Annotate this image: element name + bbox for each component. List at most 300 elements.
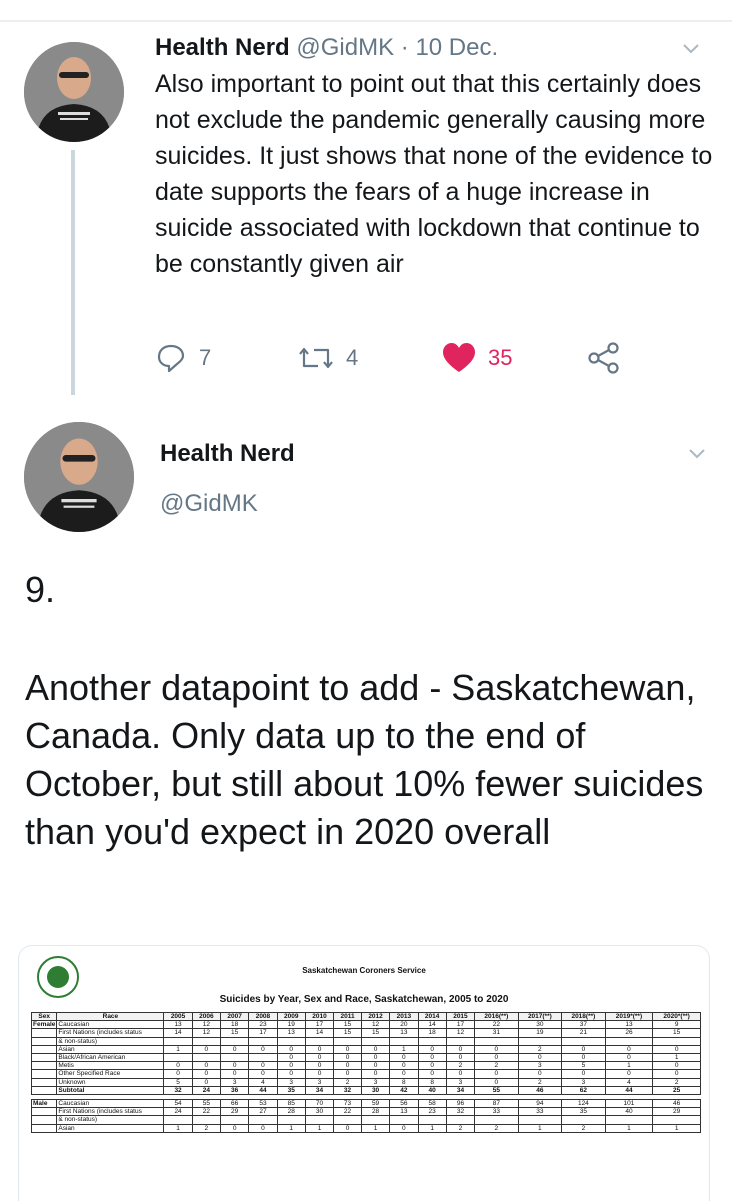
value-cell: 46 bbox=[518, 1086, 562, 1094]
value-cell: 0 bbox=[562, 1054, 606, 1062]
value-cell: 0 bbox=[164, 1062, 192, 1070]
value-cell: 0 bbox=[562, 1070, 606, 1078]
value-cell: 14 bbox=[305, 1029, 333, 1037]
value-cell: 0 bbox=[305, 1070, 333, 1078]
handle[interactable]: @GidMK bbox=[296, 34, 395, 61]
value-cell: 17 bbox=[249, 1029, 277, 1037]
race-cell: Asian bbox=[57, 1045, 164, 1053]
value-cell: 33 bbox=[518, 1108, 562, 1116]
value-cell: 0 bbox=[605, 1070, 653, 1078]
retweet-button[interactable] bbox=[298, 338, 358, 378]
value-cell: 54 bbox=[164, 1100, 192, 1108]
value-cell: 23 bbox=[249, 1021, 277, 1029]
race-cell: Black/African American bbox=[57, 1054, 164, 1062]
value-cell bbox=[562, 1116, 606, 1124]
value-cell: 12 bbox=[446, 1029, 474, 1037]
value-cell: 0 bbox=[653, 1070, 701, 1078]
value-cell: 3 bbox=[277, 1078, 305, 1086]
value-cell: 0 bbox=[361, 1054, 389, 1062]
value-cell bbox=[249, 1054, 277, 1062]
value-cell: 1 bbox=[305, 1124, 333, 1132]
table-row bbox=[32, 1021, 701, 1029]
value-cell: 70 bbox=[305, 1100, 333, 1108]
value-cell: 1 bbox=[164, 1124, 192, 1132]
value-cell: 59 bbox=[361, 1100, 389, 1108]
value-cell: 0 bbox=[446, 1070, 474, 1078]
like-count: 35 bbox=[488, 345, 513, 370]
value-cell: 33 bbox=[475, 1108, 519, 1116]
value-cell: 101 bbox=[605, 1100, 653, 1108]
table-row bbox=[32, 1124, 701, 1132]
table-header-cell: 2017(**) bbox=[518, 1013, 562, 1021]
value-cell: 36 bbox=[221, 1086, 249, 1094]
value-cell: 0 bbox=[277, 1062, 305, 1070]
value-cell: 1 bbox=[361, 1124, 389, 1132]
value-cell: 1 bbox=[653, 1124, 701, 1132]
value-cell: 0 bbox=[164, 1070, 192, 1078]
separator: · bbox=[400, 34, 409, 61]
tweet-text: Another datapoint to add - Saskatchewan, Canada. Only data up to the end of October, but still about 10% fewer suicides than you'd expect in 2020 overall bbox=[25, 667, 704, 852]
value-cell: 34 bbox=[446, 1086, 474, 1094]
value-cell: 15 bbox=[653, 1029, 701, 1037]
value-cell: 0 bbox=[192, 1078, 220, 1086]
table-header-cell: 2016(**) bbox=[475, 1013, 519, 1021]
value-cell: 85 bbox=[277, 1100, 305, 1108]
value-cell: 2 bbox=[334, 1078, 362, 1086]
sex-cell bbox=[32, 1054, 57, 1062]
race-cell: Subtotal bbox=[57, 1086, 164, 1094]
table-row bbox=[32, 1078, 701, 1086]
value-cell: 35 bbox=[277, 1086, 305, 1094]
value-cell: 0 bbox=[334, 1062, 362, 1070]
value-cell bbox=[334, 1037, 362, 1045]
value-cell bbox=[221, 1054, 249, 1062]
value-cell: 35 bbox=[562, 1108, 606, 1116]
value-cell bbox=[249, 1116, 277, 1124]
tweet-image[interactable] bbox=[18, 945, 710, 1201]
race-cell: & non-status) bbox=[57, 1116, 164, 1124]
value-cell: 3 bbox=[446, 1078, 474, 1086]
table-header-cell: 2012 bbox=[361, 1013, 389, 1021]
value-cell: 124 bbox=[562, 1100, 606, 1108]
value-cell: 13 bbox=[277, 1029, 305, 1037]
sex-cell bbox=[32, 1078, 57, 1086]
sex-cell bbox=[32, 1045, 57, 1053]
value-cell bbox=[164, 1054, 192, 1062]
table-row bbox=[32, 1037, 701, 1045]
value-cell: 0 bbox=[390, 1124, 418, 1132]
sex-cell: Male bbox=[32, 1100, 57, 1108]
value-cell: 0 bbox=[249, 1070, 277, 1078]
value-cell: 5 bbox=[164, 1078, 192, 1086]
chevron-down-icon[interactable] bbox=[682, 40, 700, 58]
value-cell: 13 bbox=[390, 1108, 418, 1116]
table-header-cell: Sex bbox=[32, 1013, 57, 1021]
value-cell: 44 bbox=[249, 1086, 277, 1094]
value-cell: 0 bbox=[653, 1045, 701, 1053]
value-cell: 0 bbox=[277, 1045, 305, 1053]
value-cell: 32 bbox=[446, 1108, 474, 1116]
value-cell: 15 bbox=[221, 1029, 249, 1037]
divider bbox=[0, 20, 732, 22]
value-cell: 3 bbox=[221, 1078, 249, 1086]
value-cell: 1 bbox=[390, 1045, 418, 1053]
thread-line bbox=[71, 150, 75, 395]
value-cell: 19 bbox=[518, 1029, 562, 1037]
value-cell: 0 bbox=[249, 1124, 277, 1132]
value-cell: 0 bbox=[334, 1070, 362, 1078]
value-cell: 0 bbox=[221, 1124, 249, 1132]
value-cell: 62 bbox=[562, 1086, 606, 1094]
value-cell bbox=[277, 1116, 305, 1124]
value-cell: 12 bbox=[192, 1029, 220, 1037]
sex-cell bbox=[32, 1116, 57, 1124]
value-cell: 32 bbox=[164, 1086, 192, 1094]
value-cell: 14 bbox=[164, 1029, 192, 1037]
sex-cell bbox=[32, 1029, 57, 1037]
value-cell: 0 bbox=[334, 1045, 362, 1053]
value-cell: 2 bbox=[446, 1062, 474, 1070]
image-table-title: Suicides by Year, Sex and Race, Saskatchewan, 2005 to 2020 bbox=[219, 994, 509, 1005]
avatar[interactable] bbox=[24, 422, 134, 532]
value-cell: 24 bbox=[192, 1086, 220, 1094]
value-cell bbox=[653, 1116, 701, 1124]
value-cell: 8 bbox=[418, 1078, 446, 1086]
table-row bbox=[32, 1054, 701, 1062]
value-cell bbox=[475, 1037, 519, 1045]
retweet-icon bbox=[298, 342, 334, 374]
value-cell: 8 bbox=[390, 1078, 418, 1086]
value-cell: 87 bbox=[475, 1100, 519, 1108]
value-cell: 0 bbox=[334, 1124, 362, 1132]
race-cell: First Nations (includes status bbox=[57, 1029, 164, 1037]
table-row bbox=[32, 1070, 701, 1078]
value-cell: 1 bbox=[164, 1045, 192, 1053]
value-cell: 0 bbox=[518, 1070, 562, 1078]
race-cell: & non-status) bbox=[57, 1037, 164, 1045]
table-header-cell: 2015 bbox=[446, 1013, 474, 1021]
value-cell: 0 bbox=[221, 1062, 249, 1070]
race-cell: Unknown bbox=[57, 1078, 164, 1086]
table-row bbox=[32, 1116, 701, 1124]
value-cell bbox=[361, 1037, 389, 1045]
handle[interactable]: @GidMK bbox=[160, 490, 258, 517]
value-cell: 0 bbox=[192, 1045, 220, 1053]
value-cell: 73 bbox=[334, 1100, 362, 1108]
value-cell: 2 bbox=[518, 1078, 562, 1086]
value-cell: 58 bbox=[418, 1100, 446, 1108]
value-cell: 94 bbox=[518, 1100, 562, 1108]
table-row bbox=[32, 1100, 701, 1108]
value-cell: 18 bbox=[221, 1021, 249, 1029]
coroners-seal-icon bbox=[37, 956, 79, 998]
image-service-name: Saskatchewan Coroners Service bbox=[302, 966, 426, 975]
sex-cell bbox=[32, 1108, 57, 1116]
value-cell: 0 bbox=[475, 1078, 519, 1086]
value-cell: 0 bbox=[390, 1054, 418, 1062]
value-cell: 37 bbox=[562, 1021, 606, 1029]
value-cell bbox=[518, 1116, 562, 1124]
value-cell: 1 bbox=[277, 1124, 305, 1132]
table-header-cell: 2019*(**) bbox=[605, 1013, 653, 1021]
value-cell: 0 bbox=[277, 1054, 305, 1062]
value-cell: 13 bbox=[164, 1021, 192, 1029]
value-cell: 0 bbox=[221, 1070, 249, 1078]
value-cell: 29 bbox=[221, 1108, 249, 1116]
value-cell: 3 bbox=[305, 1078, 333, 1086]
like-button[interactable] bbox=[442, 338, 512, 378]
value-cell bbox=[418, 1037, 446, 1045]
value-cell: 0 bbox=[653, 1062, 701, 1070]
table-header-cell: 2005 bbox=[164, 1013, 192, 1021]
sex-cell: Female bbox=[33, 1021, 56, 1029]
heart-icon bbox=[442, 342, 476, 374]
table-header-row bbox=[32, 1013, 701, 1021]
value-cell bbox=[475, 1116, 519, 1124]
value-cell bbox=[446, 1037, 474, 1045]
value-cell: 3 bbox=[361, 1078, 389, 1086]
display-name[interactable]: Health Nerd bbox=[155, 34, 290, 61]
reply-count: 7 bbox=[199, 345, 212, 370]
table-row bbox=[32, 1062, 701, 1070]
value-cell: 56 bbox=[390, 1100, 418, 1108]
value-cell: 2 bbox=[192, 1124, 220, 1132]
value-cell: 0 bbox=[192, 1070, 220, 1078]
value-cell: 1 bbox=[605, 1124, 653, 1132]
race-cell: Caucasian bbox=[57, 1021, 164, 1029]
table-row bbox=[32, 1045, 701, 1053]
value-cell bbox=[164, 1116, 192, 1124]
value-cell: 0 bbox=[418, 1045, 446, 1053]
value-cell: 30 bbox=[305, 1108, 333, 1116]
race-cell: Asian bbox=[57, 1124, 164, 1132]
value-cell: 4 bbox=[605, 1078, 653, 1086]
value-cell: 1 bbox=[653, 1054, 701, 1062]
value-cell bbox=[305, 1037, 333, 1045]
sex-cell bbox=[32, 1037, 57, 1045]
share-button[interactable] bbox=[587, 338, 633, 378]
value-cell: 22 bbox=[334, 1108, 362, 1116]
value-cell: 15 bbox=[334, 1029, 362, 1037]
value-cell bbox=[446, 1116, 474, 1124]
value-cell: 0 bbox=[418, 1070, 446, 1078]
value-cell: 40 bbox=[418, 1086, 446, 1094]
value-cell: 31 bbox=[475, 1029, 519, 1037]
suicide-data-table bbox=[31, 1012, 701, 1133]
value-cell: 1 bbox=[605, 1062, 653, 1070]
value-cell bbox=[221, 1037, 249, 1045]
value-cell: 12 bbox=[192, 1021, 220, 1029]
value-cell: 0 bbox=[418, 1062, 446, 1070]
race-cell: First Nations (includes status bbox=[57, 1108, 164, 1116]
value-cell bbox=[605, 1037, 653, 1045]
value-cell: 0 bbox=[605, 1045, 653, 1053]
reply-button[interactable] bbox=[155, 338, 211, 378]
value-cell: 0 bbox=[475, 1045, 519, 1053]
value-cell bbox=[192, 1116, 220, 1124]
sex-cell bbox=[32, 1070, 57, 1078]
value-cell: 22 bbox=[475, 1021, 519, 1029]
value-cell: 20 bbox=[390, 1021, 418, 1029]
value-cell: 27 bbox=[249, 1108, 277, 1116]
value-cell: 26 bbox=[605, 1029, 653, 1037]
retweet-count: 4 bbox=[346, 345, 359, 370]
value-cell: 15 bbox=[334, 1021, 362, 1029]
value-cell: 0 bbox=[446, 1045, 474, 1053]
race-cell: Caucasian bbox=[57, 1100, 164, 1108]
value-cell: 0 bbox=[475, 1054, 519, 1062]
value-cell: 9 bbox=[653, 1021, 701, 1029]
value-cell: 0 bbox=[277, 1070, 305, 1078]
value-cell: 44 bbox=[605, 1086, 653, 1094]
value-cell: 21 bbox=[562, 1029, 606, 1037]
value-cell: 0 bbox=[361, 1045, 389, 1053]
value-cell: 24 bbox=[164, 1108, 192, 1116]
value-cell: 15 bbox=[361, 1029, 389, 1037]
value-cell bbox=[164, 1037, 192, 1045]
race-cell: Other Specified Race bbox=[57, 1070, 164, 1078]
chevron-down-icon[interactable] bbox=[688, 445, 706, 463]
value-cell: 0 bbox=[305, 1054, 333, 1062]
table-header-cell: 2010 bbox=[305, 1013, 333, 1021]
value-cell: 0 bbox=[518, 1054, 562, 1062]
sex-cell bbox=[32, 1062, 57, 1070]
value-cell: 40 bbox=[605, 1108, 653, 1116]
race-cell: Metis bbox=[57, 1062, 164, 1070]
value-cell bbox=[277, 1037, 305, 1045]
value-cell bbox=[221, 1116, 249, 1124]
value-cell: 2 bbox=[475, 1124, 519, 1132]
value-cell: 13 bbox=[390, 1029, 418, 1037]
value-cell: 46 bbox=[653, 1100, 701, 1108]
value-cell: 1 bbox=[518, 1124, 562, 1132]
value-cell: 17 bbox=[305, 1021, 333, 1029]
value-cell: 42 bbox=[390, 1086, 418, 1094]
avatar[interactable] bbox=[24, 42, 124, 142]
value-cell bbox=[249, 1037, 277, 1045]
value-cell: 30 bbox=[361, 1086, 389, 1094]
value-cell: 2 bbox=[446, 1124, 474, 1132]
value-cell: 3 bbox=[518, 1062, 562, 1070]
value-cell: 2 bbox=[475, 1062, 519, 1070]
tweet-author-line bbox=[155, 34, 498, 62]
value-cell: 0 bbox=[390, 1062, 418, 1070]
table-row bbox=[32, 1108, 701, 1116]
value-cell: 4 bbox=[249, 1078, 277, 1086]
value-cell bbox=[653, 1037, 701, 1045]
value-cell: 1 bbox=[418, 1124, 446, 1132]
reply-icon bbox=[155, 342, 187, 374]
value-cell: 2 bbox=[518, 1045, 562, 1053]
avatar-photo-icon bbox=[24, 422, 134, 532]
value-cell: 3 bbox=[562, 1078, 606, 1086]
value-cell: 29 bbox=[653, 1108, 701, 1116]
value-cell: 30 bbox=[518, 1021, 562, 1029]
value-cell: 25 bbox=[653, 1086, 701, 1094]
table-header-cell: 2011 bbox=[334, 1013, 362, 1021]
tweet-number: 9. bbox=[25, 569, 56, 610]
table-header-cell: 2006 bbox=[192, 1013, 220, 1021]
value-cell: 0 bbox=[446, 1054, 474, 1062]
value-cell: 0 bbox=[390, 1070, 418, 1078]
table-row bbox=[32, 1029, 701, 1037]
value-cell: 0 bbox=[249, 1045, 277, 1053]
value-cell: 0 bbox=[562, 1045, 606, 1053]
table-header-cell: Race bbox=[57, 1013, 164, 1021]
value-cell: 2 bbox=[653, 1078, 701, 1086]
tweet-actions bbox=[155, 338, 635, 378]
table-header-cell: 2014 bbox=[418, 1013, 446, 1021]
value-cell: 5 bbox=[562, 1062, 606, 1070]
value-cell bbox=[305, 1116, 333, 1124]
value-cell bbox=[518, 1037, 562, 1045]
value-cell bbox=[192, 1037, 220, 1045]
value-cell: 32 bbox=[334, 1086, 362, 1094]
value-cell bbox=[192, 1054, 220, 1062]
value-cell: 34 bbox=[305, 1086, 333, 1094]
value-cell: 0 bbox=[221, 1045, 249, 1053]
value-cell: 55 bbox=[192, 1100, 220, 1108]
value-cell: 13 bbox=[605, 1021, 653, 1029]
value-cell: 0 bbox=[249, 1062, 277, 1070]
table-header-cell: 2013 bbox=[390, 1013, 418, 1021]
value-cell: 0 bbox=[361, 1062, 389, 1070]
value-cell: 14 bbox=[418, 1021, 446, 1029]
value-cell bbox=[361, 1116, 389, 1124]
sex-cell bbox=[32, 1086, 57, 1094]
value-cell: 53 bbox=[249, 1100, 277, 1108]
value-cell: 12 bbox=[361, 1021, 389, 1029]
table-header-cell: 2007 bbox=[221, 1013, 249, 1021]
table-header-cell: 2018(**) bbox=[562, 1013, 606, 1021]
value-cell: 23 bbox=[418, 1108, 446, 1116]
timestamp[interactable]: 10 Dec. bbox=[415, 34, 499, 61]
value-cell bbox=[562, 1037, 606, 1045]
value-cell bbox=[418, 1116, 446, 1124]
tweet-text: Also important to point out that this certainly does not exclude the pandemic generally causing more suicides. It just shows that none of the evidence to date supports the fears of a huge increase in suicide associated with lockdown that continue to be constantly given air bbox=[155, 70, 713, 278]
table-header-cell: 2020*(**) bbox=[653, 1013, 701, 1021]
display-name[interactable]: Health Nerd bbox=[160, 440, 295, 467]
value-cell bbox=[605, 1116, 653, 1124]
value-cell bbox=[390, 1037, 418, 1045]
share-icon bbox=[587, 341, 621, 375]
value-cell bbox=[334, 1116, 362, 1124]
value-cell: 55 bbox=[475, 1086, 519, 1094]
value-cell: 22 bbox=[192, 1108, 220, 1116]
sex-cell bbox=[32, 1124, 57, 1132]
value-cell: 66 bbox=[221, 1100, 249, 1108]
value-cell: 19 bbox=[277, 1021, 305, 1029]
value-cell: 0 bbox=[475, 1070, 519, 1078]
value-cell: 18 bbox=[418, 1029, 446, 1037]
value-cell: 0 bbox=[192, 1062, 220, 1070]
value-cell bbox=[390, 1116, 418, 1124]
value-cell: 0 bbox=[305, 1062, 333, 1070]
value-cell: 28 bbox=[361, 1108, 389, 1116]
avatar-photo-icon bbox=[24, 42, 124, 142]
table-header-cell: 2009 bbox=[277, 1013, 305, 1021]
value-cell: 0 bbox=[605, 1054, 653, 1062]
value-cell: 0 bbox=[361, 1070, 389, 1078]
value-cell: 0 bbox=[418, 1054, 446, 1062]
value-cell: 17 bbox=[446, 1021, 474, 1029]
value-cell: 2 bbox=[562, 1124, 606, 1132]
value-cell: 0 bbox=[305, 1045, 333, 1053]
value-cell: 28 bbox=[277, 1108, 305, 1116]
value-cell: 0 bbox=[334, 1054, 362, 1062]
table-header-cell: 2008 bbox=[249, 1013, 277, 1021]
table-row bbox=[32, 1086, 701, 1094]
